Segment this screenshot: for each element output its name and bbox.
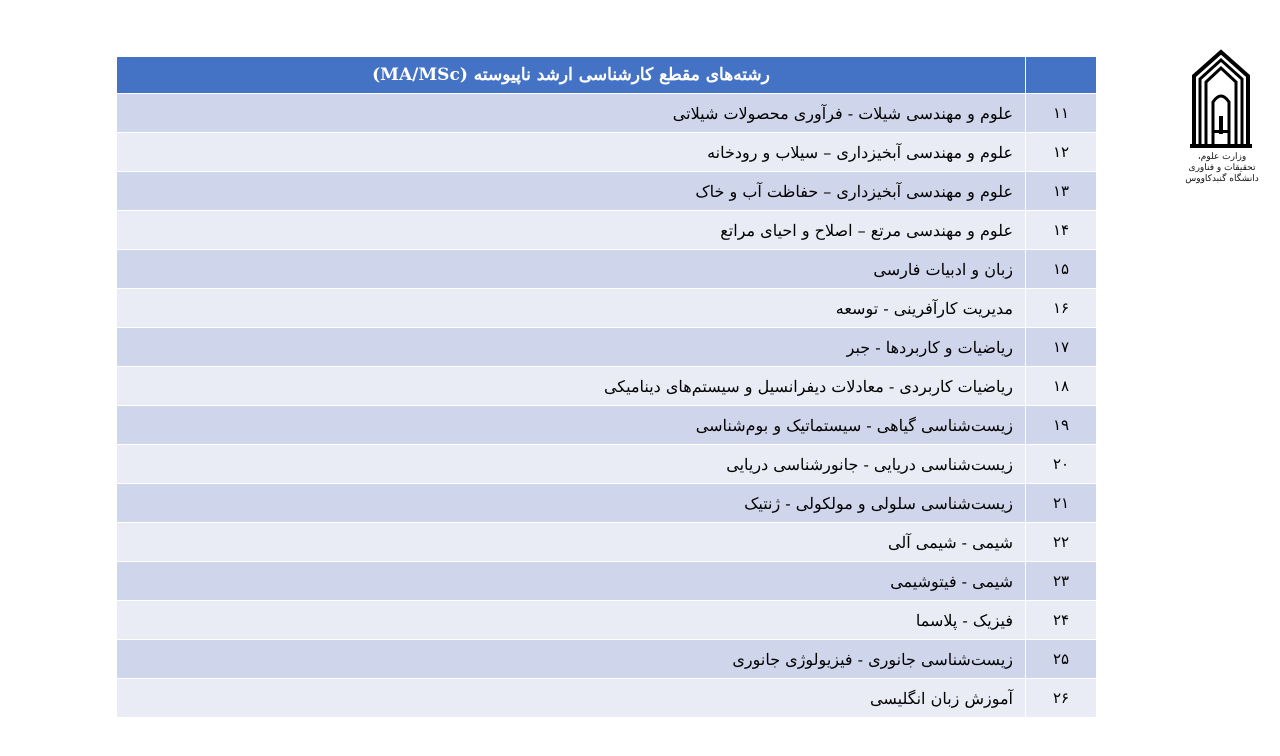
row-number: ۱۶ bbox=[1026, 289, 1097, 328]
row-major-name: شیمی - شیمی آلی bbox=[117, 523, 1026, 562]
table-title: رشته‌های مقطع کارشناسی ارشد ناپیوسته (MA/MSc) bbox=[117, 57, 1026, 94]
row-major-name: زیست‌شناسی گیاهی - سیستماتیک و بوم‌شناسی bbox=[117, 406, 1026, 445]
row-major-name: شیمی - فیتوشیمی bbox=[117, 562, 1026, 601]
row-major-name: زیست‌شناسی جانوری - فیزیولوژی جانوری bbox=[117, 640, 1026, 679]
header-number-cell bbox=[1026, 57, 1097, 94]
table-row bbox=[117, 94, 1097, 133]
row-number: ۲۳ bbox=[1026, 562, 1097, 601]
row-major-name: فیزیک - پلاسما bbox=[117, 601, 1026, 640]
table-row bbox=[117, 445, 1097, 484]
table-row bbox=[117, 250, 1097, 289]
row-major-name: مدیریت کارآفرینی - توسعه bbox=[117, 289, 1026, 328]
table-row bbox=[117, 406, 1097, 445]
table-row bbox=[117, 367, 1097, 406]
table-row bbox=[117, 211, 1097, 250]
table-row bbox=[117, 601, 1097, 640]
row-number: ۱۷ bbox=[1026, 328, 1097, 367]
row-number: ۲۱ bbox=[1026, 484, 1097, 523]
row-major-name: زیست‌شناسی دریایی - جانورشناسی دریایی bbox=[117, 445, 1026, 484]
table-row bbox=[117, 679, 1097, 718]
row-major-name: علوم و مهندسی مرتع – اصلاح و احیای مراتع bbox=[117, 211, 1026, 250]
table-header-row bbox=[117, 57, 1097, 94]
row-major-name: زبان و ادبیات فارسی bbox=[117, 250, 1026, 289]
row-number: ۲۴ bbox=[1026, 601, 1097, 640]
row-major-name: آموزش زبان انگلیسی bbox=[117, 679, 1026, 718]
row-major-name: علوم و مهندسی آبخیزداری – حفاظت آب و خاک bbox=[117, 172, 1026, 211]
table-row bbox=[117, 523, 1097, 562]
row-number: ۲۵ bbox=[1026, 640, 1097, 679]
logo-caption bbox=[1182, 152, 1262, 185]
table-row bbox=[117, 562, 1097, 601]
majors-table bbox=[116, 57, 1096, 718]
row-number: ۱۱ bbox=[1026, 94, 1097, 133]
table-row bbox=[117, 289, 1097, 328]
row-number: ۱۴ bbox=[1026, 211, 1097, 250]
row-major-name: علوم و مهندسی شیلات - فرآوری محصولات شیلاتی bbox=[117, 94, 1026, 133]
table-row bbox=[117, 133, 1097, 172]
row-number: ۱۵ bbox=[1026, 250, 1097, 289]
logo-caption-ministry: وزارت علوم، تحقیقات و فناوری bbox=[1188, 152, 1256, 173]
table-row bbox=[117, 172, 1097, 211]
row-number: ۲۶ bbox=[1026, 679, 1097, 718]
row-number: ۱۸ bbox=[1026, 367, 1097, 406]
table-body bbox=[117, 94, 1097, 718]
row-major-name: زیست‌شناسی سلولی و مولکولی - ژنتیک bbox=[117, 484, 1026, 523]
row-major-name: علوم و مهندسی آبخیزداری – سیلاب و رودخانه bbox=[117, 133, 1026, 172]
logo-caption-university: دانشگاه گنبدکاووس bbox=[1185, 174, 1259, 184]
row-major-name: ریاضیات و کاربردها - جبر bbox=[117, 328, 1026, 367]
row-number: ۲۰ bbox=[1026, 445, 1097, 484]
row-number: ۱۹ bbox=[1026, 406, 1097, 445]
table-row bbox=[117, 640, 1097, 679]
row-number: ۲۲ bbox=[1026, 523, 1097, 562]
table-row bbox=[117, 328, 1097, 367]
table-row bbox=[117, 484, 1097, 523]
row-major-name: ریاضیات کاربردی - معادلات دیفرانسیل و سیستم‌های دینامیکی bbox=[117, 367, 1026, 406]
row-number: ۱۳ bbox=[1026, 172, 1097, 211]
row-number: ۱۲ bbox=[1026, 133, 1097, 172]
